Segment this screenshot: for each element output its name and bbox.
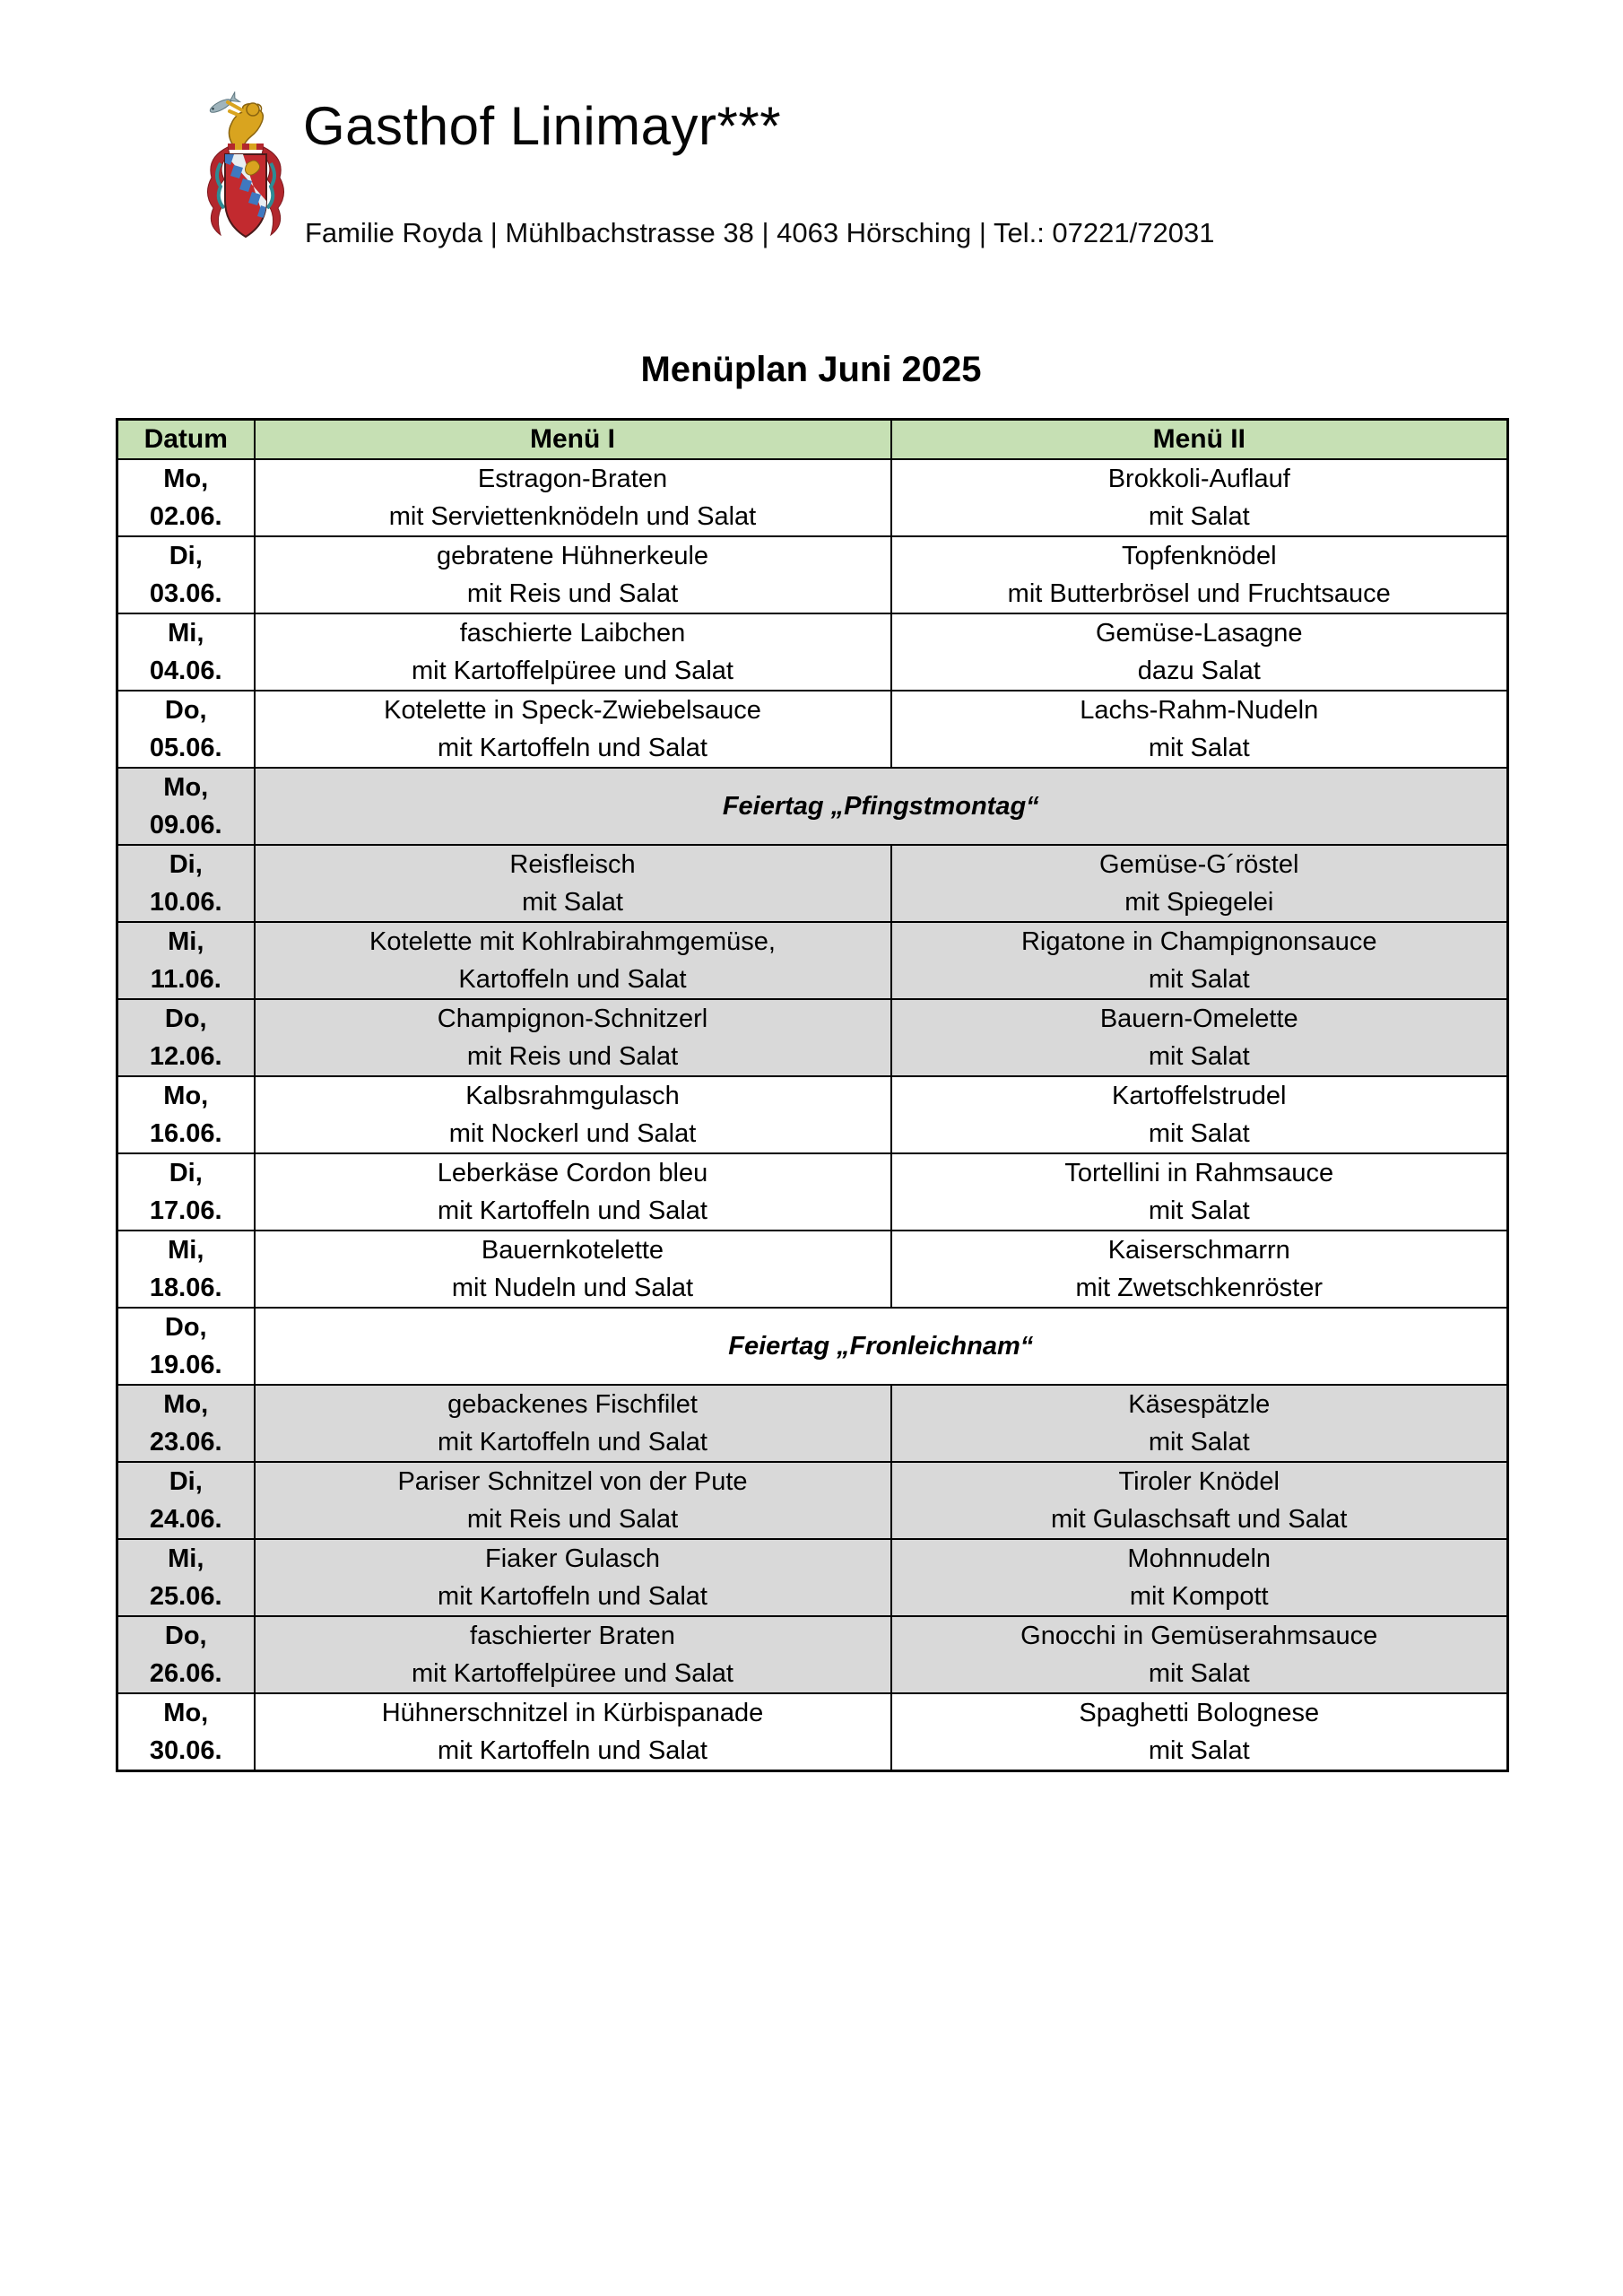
coat-of-arms-logo	[201, 91, 291, 248]
column-header-datum: Datum	[117, 420, 255, 460]
hotel-name: Gasthof Linimayr***	[303, 96, 782, 156]
table-row	[117, 999, 1508, 1076]
menu2-cell: Kaiserschmarrn mit Zwetschkenröster	[891, 1231, 1508, 1308]
menu1-cell: Reisfleisch mit Salat	[255, 845, 891, 922]
menu2-cell: Brokkoli-Auflauf mit Salat	[891, 459, 1508, 536]
menu2-cell: Kartoffelstrudel mit Salat	[891, 1076, 1508, 1153]
menu2-cell: Käsespätzle mit Salat	[891, 1385, 1508, 1462]
menu1-cell: Champignon-Schnitzerl mit Reis und Salat	[255, 999, 891, 1076]
table-row	[117, 1616, 1508, 1693]
menu2-cell: Rigatone in Champignonsauce mit Salat	[891, 922, 1508, 999]
menu1-cell: faschierte Laibchen mit Kartoffelpüree und Salat	[255, 613, 891, 691]
datum-cell: Di, 10.06.	[117, 845, 255, 922]
table-row	[117, 1076, 1508, 1153]
table-row	[117, 1693, 1508, 1771]
datum-cell: Mo, 02.06.	[117, 459, 255, 536]
datum-cell: Di, 17.06.	[117, 1153, 255, 1231]
menu2-cell: Gemüse-G´röstel mit Spiegelei	[891, 845, 1508, 922]
menu1-cell: Hühnerschnitzel in Kürbispanade mit Kartoffeln und Salat	[255, 1693, 891, 1771]
menu1-cell: Kotelette in Speck-Zwiebelsauce mit Kartoffeln und Salat	[255, 691, 891, 768]
menu-table	[116, 418, 1509, 1772]
menu1-cell: Kalbsrahmgulasch mit Nockerl und Salat	[255, 1076, 891, 1153]
menu2-cell: Lachs-Rahm-Nudeln mit Salat	[891, 691, 1508, 768]
table-row	[117, 1385, 1508, 1462]
column-header-menu1: Menü I	[255, 420, 891, 460]
menu1-cell: Pariser Schnitzel von der Pute mit Reis und Salat	[255, 1462, 891, 1539]
menu1-cell: Bauernkotelette mit Nudeln und Salat	[255, 1231, 891, 1308]
table-row	[117, 1231, 1508, 1308]
menu2-cell: Tortellini in Rahmsauce mit Salat	[891, 1153, 1508, 1231]
column-header-menu2: Menü II	[891, 420, 1508, 460]
datum-cell: Mo, 09.06.	[117, 768, 255, 845]
menu1-cell: Kotelette mit Kohlrabirahmgemüse, Kartoffeln und Salat	[255, 922, 891, 999]
holiday-cell: Feiertag „Pfingstmontag“	[255, 768, 1508, 845]
menu2-cell: Bauern-Omelette mit Salat	[891, 999, 1508, 1076]
datum-cell: Di, 24.06.	[117, 1462, 255, 1539]
menu2-cell: Mohnnudeln mit Kompott	[891, 1539, 1508, 1616]
page-title: Menüplan Juni 2025	[640, 350, 982, 389]
contact-line: Familie Royda | Mühlbachstrasse 38 | 4063 Hörsching | Tel.: 07221/72031	[305, 217, 1215, 248]
datum-cell: Do, 05.06.	[117, 691, 255, 768]
datum-cell: Mi, 18.06.	[117, 1231, 255, 1308]
menu2-cell: Gemüse-Lasagne dazu Salat	[891, 613, 1508, 691]
table-row	[117, 536, 1508, 613]
menu2-cell: Spaghetti Bolognese mit Salat	[891, 1693, 1508, 1771]
table-row	[117, 691, 1508, 768]
table-row	[117, 1153, 1508, 1231]
table-row	[117, 1539, 1508, 1616]
crest-lion	[228, 102, 263, 145]
shield	[223, 154, 268, 237]
datum-cell: Mi, 04.06.	[117, 613, 255, 691]
table-row	[117, 459, 1508, 536]
menu2-cell: Gnocchi in Gemüserahmsauce mit Salat	[891, 1616, 1508, 1693]
holiday-cell: Feiertag „Fronleichnam“	[255, 1308, 1508, 1385]
datum-cell: Di, 03.06.	[117, 536, 255, 613]
table-row	[117, 768, 1508, 845]
table-row	[117, 922, 1508, 999]
menu1-cell: Leberkäse Cordon bleu mit Kartoffeln und Salat	[255, 1153, 891, 1231]
datum-cell: Do, 26.06.	[117, 1616, 255, 1693]
table-row	[117, 1308, 1508, 1385]
datum-cell: Mi, 11.06.	[117, 922, 255, 999]
datum-cell: Mo, 30.06.	[117, 1693, 255, 1771]
menu2-cell: Topfenknödel mit Butterbrösel und Fruchtsauce	[891, 536, 1508, 613]
table-row	[117, 613, 1508, 691]
table-header-row	[117, 420, 1508, 460]
datum-cell: Do, 19.06.	[117, 1308, 255, 1385]
menu2-cell: Tiroler Knödel mit Gulaschsaft und Salat	[891, 1462, 1508, 1539]
table-row	[117, 1462, 1508, 1539]
datum-cell: Mo, 16.06.	[117, 1076, 255, 1153]
torse	[228, 144, 264, 150]
menu1-cell: gebratene Hühnerkeule mit Reis und Salat	[255, 536, 891, 613]
menu1-cell: gebackenes Fischfilet mit Kartoffeln und Salat	[255, 1385, 891, 1462]
menu1-cell: Fiaker Gulasch mit Kartoffeln und Salat	[255, 1539, 891, 1616]
table-row	[117, 845, 1508, 922]
datum-cell: Do, 12.06.	[117, 999, 255, 1076]
menu1-cell: Estragon-Braten mit Serviettenknödeln und Salat	[255, 459, 891, 536]
datum-cell: Mi, 25.06.	[117, 1539, 255, 1616]
datum-cell: Mo, 23.06.	[117, 1385, 255, 1462]
menu1-cell: faschierter Braten mit Kartoffelpüree und Salat	[255, 1616, 891, 1693]
